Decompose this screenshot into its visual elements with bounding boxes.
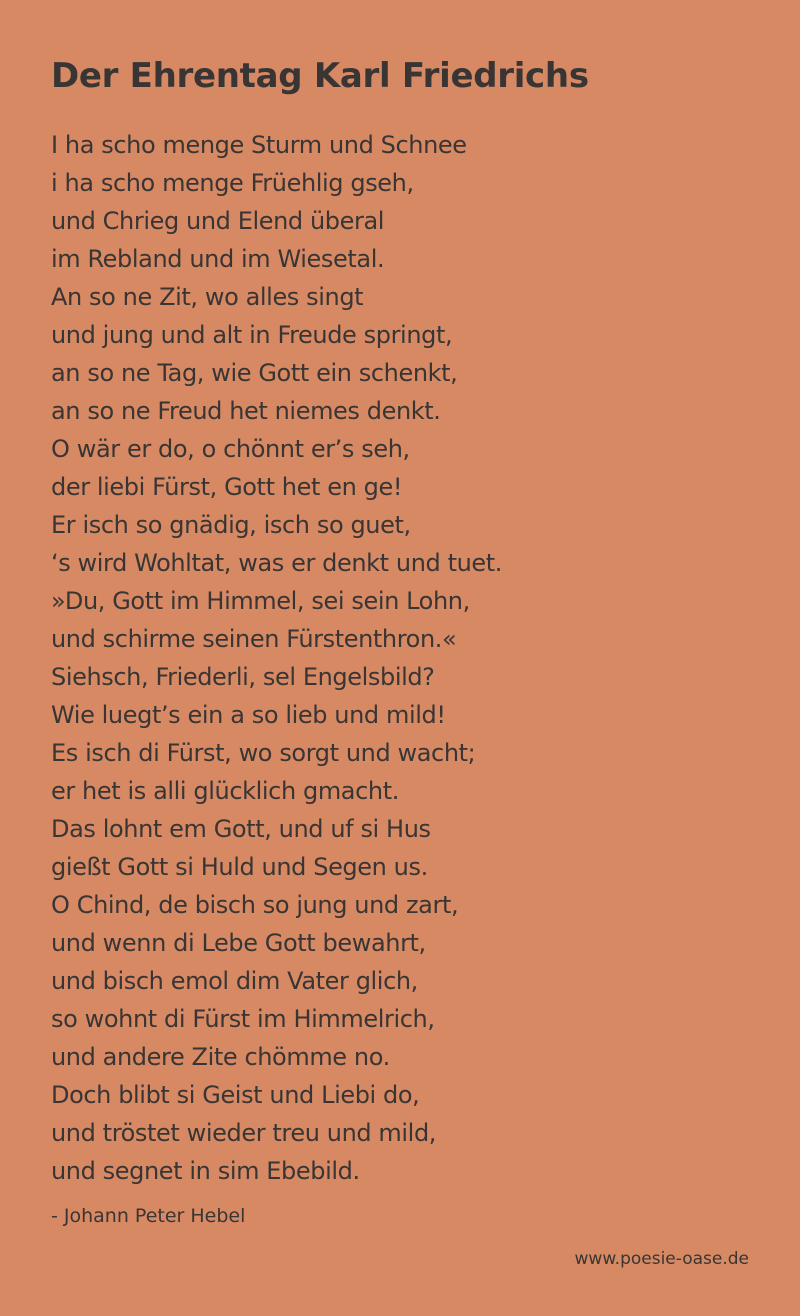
poem-text (51, 126, 502, 1190)
poem-line: und schirme seinen Fürstenthron.« (51, 625, 457, 653)
poem-line: der liebi Fürst, Gott het en ge! (51, 473, 403, 501)
poem-line: i ha scho menge Früehlig gseh, (51, 169, 414, 197)
poem-line: an so ne Tag, wie Gott ein schenkt, (51, 359, 458, 387)
poem-author: - Johann Peter Hebel (51, 1205, 246, 1227)
poem-line: und segnet in sim Ebebild. (51, 1157, 360, 1185)
poem-line: an so ne Freud het niemes denkt. (51, 397, 441, 425)
poem-line: Siehsch, Friederli, sel Engelsbild? (51, 663, 435, 691)
poem-line: Das lohnt em Gott, und uf si Hus (51, 815, 431, 843)
poem-line: Doch blibt si Geist und Liebi do, (51, 1081, 420, 1109)
poem-line: im Rebland und im Wiesetal. (51, 245, 385, 273)
poem-line: O Chind, de bisch so jung und zart, (51, 891, 459, 919)
poem-line: Wie luegt’s ein a so lieb und mild! (51, 701, 446, 729)
poem-line: und wenn di Lebe Gott bewahrt, (51, 929, 426, 957)
poem-line: ‘s wird Wohltat, was er denkt und tuet. (51, 549, 503, 577)
poem-line: Er isch so gnädig, isch so guet, (51, 511, 411, 539)
poem-line: und andere Zite chömme no. (51, 1043, 390, 1071)
poem-line: »Du, Gott im Himmel, sei sein Lohn, (51, 587, 470, 615)
poem-line: I ha scho menge Sturm und Schnee (51, 131, 467, 159)
poem-line: und jung und alt in Freude springt, (51, 321, 453, 349)
poem-title: Der Ehrentag Karl Friedrichs (51, 56, 589, 96)
poem-line: und bisch emol dim Vater glich, (51, 967, 418, 995)
poem-line: O wär er do, o chönnt er’s seh, (51, 435, 410, 463)
poem-line: Es isch di Fürst, wo sorgt und wacht; (51, 739, 476, 767)
poem-line: und Chrieg und Elend überal (51, 207, 385, 235)
website-url: www.poesie-oase.de (574, 1249, 749, 1269)
poem-line: und tröstet wieder treu und mild, (51, 1119, 437, 1147)
poem-line: An so ne Zit, wo alles singt (51, 283, 364, 311)
poem-line: er het is alli glücklich gmacht. (51, 777, 399, 805)
poem-line: gießt Gott si Huld und Segen us. (51, 853, 428, 881)
poem-line: so wohnt di Fürst im Himmelrich, (51, 1005, 435, 1033)
